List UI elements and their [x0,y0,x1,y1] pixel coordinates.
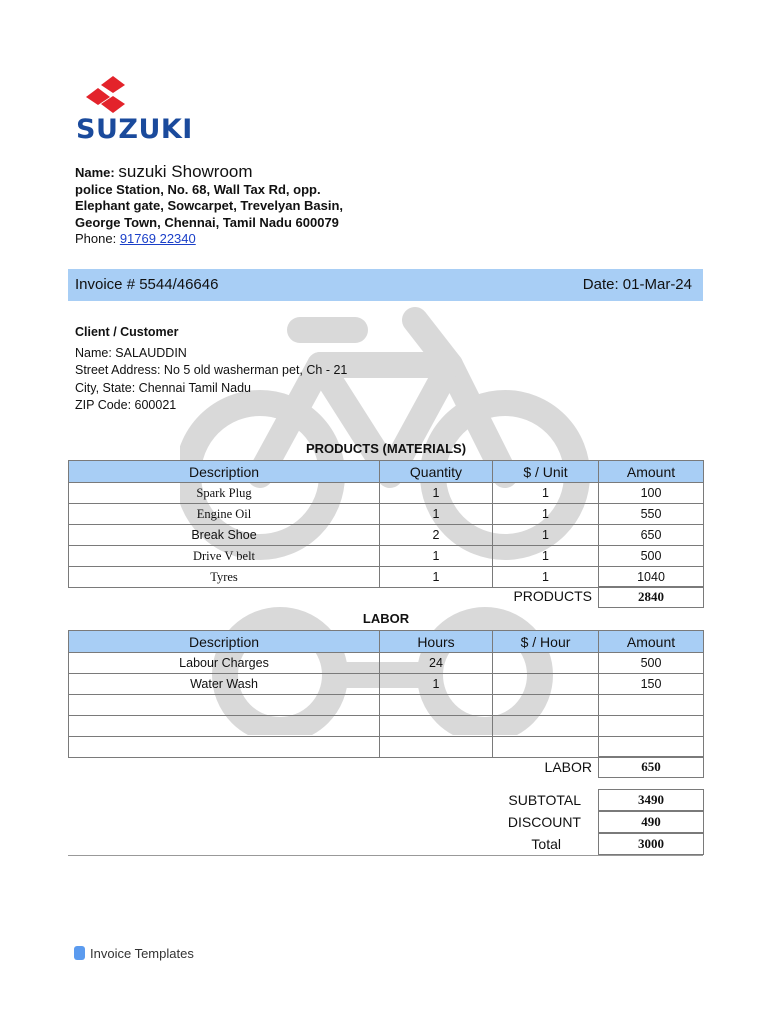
labor-hours [380,716,493,737]
vendor-address-line3: George Town, Chennai, Tamil Nadu 600079 [75,214,339,230]
client-info [75,324,347,415]
column-header: $ / Hour [493,631,599,653]
invoice-date: Date: 01-Mar-24 [582,276,692,293]
invoice-header-bar [68,269,703,301]
labor-description [69,716,380,737]
table-row [69,546,704,567]
labor-hours [380,737,493,758]
subtotal-value: 3490 [598,789,704,811]
products-total-value: 2840 [598,586,704,608]
product-amount: 100 [599,483,704,504]
product-quantity: 1 [380,504,493,525]
labor-table [68,630,704,758]
labor-rate [493,653,599,674]
table-row [69,716,704,737]
labor-hours: 1 [380,674,493,695]
subtotal-label: SUBTOTAL [508,792,581,808]
discount-label: DISCOUNT [507,814,581,830]
table-row [69,674,704,695]
products-table [68,460,704,588]
products-total-label: PRODUCTS [513,588,592,604]
labor-amount: 500 [599,653,704,674]
vendor-phone-link[interactable]: 91769 22340 [119,231,196,246]
vendor-name-label: Name: [75,165,115,180]
discount-value: 490 [598,811,704,833]
labor-rate [493,695,599,716]
column-header: Quantity [380,461,493,483]
product-unit-price: 1 [493,483,599,504]
labor-amount [599,716,704,737]
table-row [69,737,704,758]
invoice-number: Invoice # 5544/46646 [75,276,219,293]
column-header: Amount [599,631,704,653]
labor-description: Labour Charges [69,653,380,674]
client-city: City, State: Chennai Tamil Nadu [75,380,252,395]
labor-total-value: 650 [598,756,704,778]
footer-text: Invoice Templates [90,946,194,961]
product-quantity: 2 [380,525,493,546]
product-amount: 1040 [599,567,704,588]
labor-total-label: LABOR [544,759,592,775]
vendor-address-line2: Elephant gate, Sowcarpet, Trevelyan Basin, [75,198,344,213]
product-description: Engine Oil [69,504,380,525]
product-quantity: 1 [380,567,493,588]
labor-hours [380,695,493,716]
suzuki-logo-text: SUZUKI [76,114,193,145]
labor-rate [493,716,599,737]
product-description: Spark Plug [69,483,380,504]
labor-description [69,737,380,758]
client-zip: ZIP Code: 600021 [75,398,177,412]
product-amount: 650 [599,525,704,546]
product-quantity: 1 [380,483,493,504]
vendor-phone-label: Phone: [75,231,117,246]
total-label: Total [531,836,561,852]
client-street: Street Address: No 5 old washerman pet, Ch - 21 [75,363,348,377]
labor-description [69,695,380,716]
products-title: PRODUCTS (MATERIALS) [305,441,467,456]
column-header: Hours [380,631,493,653]
labor-header-row [69,631,704,653]
product-quantity: 1 [380,546,493,567]
vendor-address-line1: police Station, No. 68, Wall Tax Rd, opp. [75,181,321,197]
labor-amount [599,737,704,758]
labor-description: Water Wash [69,674,380,695]
invoice-templates-icon [74,946,85,960]
product-unit-price: 1 [493,546,599,567]
product-description: Break Shoe [69,525,380,546]
table-row [69,695,704,716]
product-amount: 550 [599,504,704,525]
labor-rate [493,737,599,758]
vendor-name: suzuki Showroom [118,162,253,181]
product-amount: 500 [599,546,704,567]
product-description: Tyres [69,567,380,588]
product-unit-price: 1 [493,567,599,588]
product-description: Drive V belt [69,546,380,567]
labor-amount: 150 [599,674,704,695]
client-name: Name: SALAUDDIN [75,345,187,360]
labor-amount [599,695,704,716]
total-value: 3000 [598,833,704,855]
table-row [69,567,704,588]
table-row [69,483,704,504]
labor-title: LABOR [362,611,410,626]
product-unit-price: 1 [493,504,599,525]
product-unit-price: 1 [493,525,599,546]
divider [68,855,703,856]
labor-hours: 24 [380,653,493,674]
labor-rate [493,674,599,695]
table-row [69,653,704,674]
column-header: $ / Unit [493,461,599,483]
client-heading: Client / Customer [75,325,179,339]
vendor-info [75,164,343,248]
column-header: Description [69,461,380,483]
products-header-row [69,461,704,483]
suzuki-logo-mark [76,76,136,114]
table-row [69,525,704,546]
footer-brand [74,946,194,961]
table-row [69,504,704,525]
column-header: Description [69,631,380,653]
column-header: Amount [599,461,704,483]
